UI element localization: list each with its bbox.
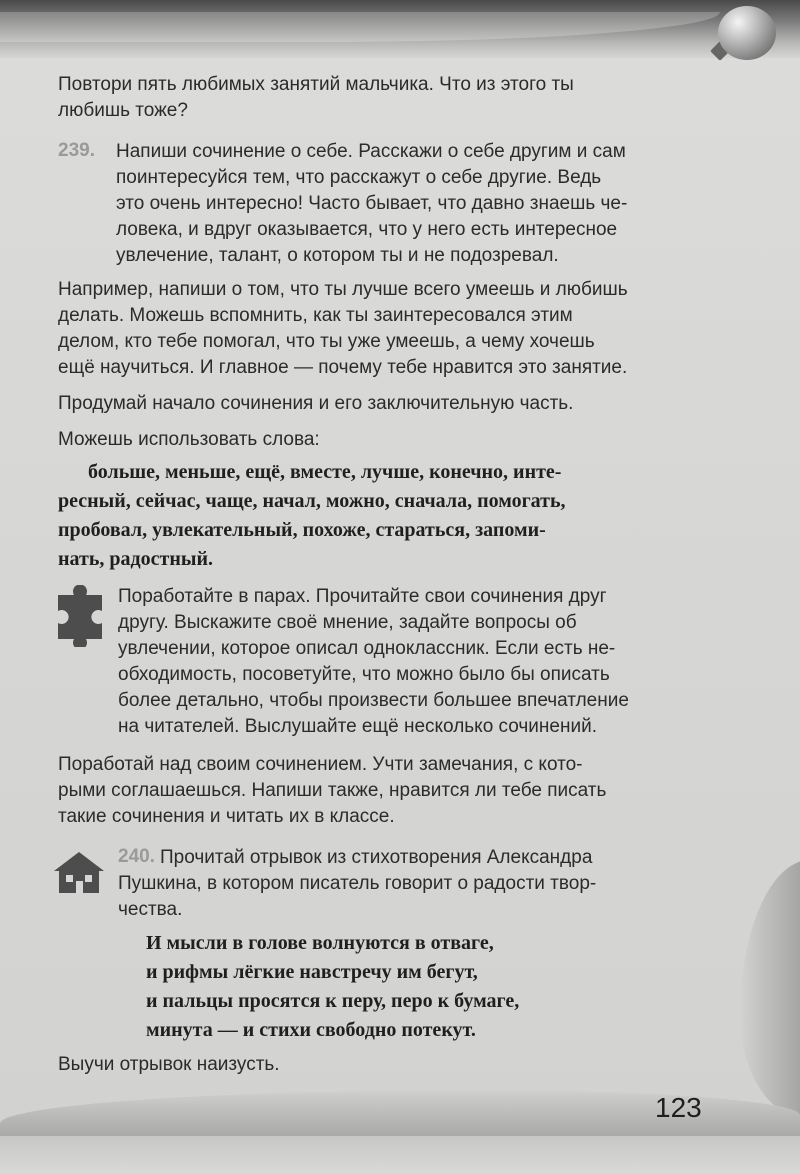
page-curl xyxy=(740,860,800,1120)
task-240-line: Прочитай отрывок из стихотворения Александра xyxy=(160,847,593,868)
poem-line: и рифмы лёгкие навстречу им бегут, xyxy=(146,961,478,983)
poem-line: и пальцы просятся к перу, перо к бумаге, xyxy=(146,990,520,1012)
pair-work-line: более детально, чтобы произвести большее впечатление xyxy=(118,690,629,711)
word-list-line: ресный, сейчас, чаще, начал, можно, сначала, помогать, xyxy=(58,490,566,512)
footer-strip xyxy=(0,1136,800,1174)
intro-line-1: Повтори пять любимых занятий мальчика. Что из этого ты xyxy=(58,74,574,95)
work-line: такие сочинения и читать их в классе. xyxy=(58,806,395,827)
pair-work-line: Поработайте в парах. Прочитайте свои сочинения друг xyxy=(118,586,607,607)
work-line: рыми соглашаешься. Напиши также, нравится ли тебе писать xyxy=(58,780,607,801)
task-239-line: ловека, и вдруг оказывается, что у него есть интересное xyxy=(116,219,618,240)
pair-work-line: на читателей. Выслушайте ещё несколько сочинений. xyxy=(118,716,597,737)
memorize-line: Выучи отрывок наизусть. xyxy=(58,1054,280,1075)
pair-work-line: другу. Выскажите своё мнение, задайте вопросы об xyxy=(118,612,577,633)
example-line: ещё научиться. И главное — почему тебе нравится это занятие. xyxy=(58,357,628,378)
task-239-line: увлечение, талант, о котором ты и не подозревал. xyxy=(116,245,559,266)
puzzle-icon xyxy=(50,585,112,647)
house-icon xyxy=(52,849,106,895)
poem-line: минута — и стихи свободно потекут. xyxy=(146,1019,476,1041)
example-line: Например, напиши о том, что ты лучше всего умеешь и любишь xyxy=(58,279,628,300)
example-line: делать. Можешь вспомнить, как ты заинтересовался этим xyxy=(58,305,573,326)
pair-work-line: обходимость, посоветуйте, что можно было бы описать xyxy=(118,664,610,685)
word-list-line: нать, радостный. xyxy=(58,548,214,570)
task-240-line: чества. xyxy=(118,899,183,920)
task-240-line: Пушкина, в котором писатель говорит о радости твор- xyxy=(118,873,597,894)
task-239-line: Напиши сочинение о себе. Расскажи о себе другим и сам xyxy=(116,141,626,162)
task-239-line: поинтересуйся тем, что расскажут о себе другие. Ведь xyxy=(116,167,602,188)
words-intro: Можешь использовать слова: xyxy=(58,429,320,450)
page-number: 123 xyxy=(655,1092,702,1123)
task-239-line: это очень интересно! Часто бывает, что давно знаешь че- xyxy=(116,193,628,214)
work-line: Поработай над своим сочинением. Учти замечания, с кото- xyxy=(58,754,583,775)
example-line: делом, кто тебе помогал, что ты уже умеешь, а чему хочешь xyxy=(58,331,595,352)
plan-line: Продумай начало сочинения и его заключительную часть. xyxy=(58,393,574,414)
intro-line-2: любишь тоже? xyxy=(58,100,188,121)
task-240-number: 240. xyxy=(118,846,155,867)
pair-work-line: увлечении, которое описал одноклассник. Если есть не- xyxy=(118,638,616,659)
poem-line: И мысли в голове волнуются в отваге, xyxy=(146,932,494,954)
task-239-number: 239. xyxy=(58,140,95,161)
word-list-line: пробовал, увлекательный, похоже, стараться, запоми- xyxy=(58,519,546,541)
word-list-line: больше, меньше, ещё, вместе, лучше, конечно, инте- xyxy=(88,461,562,483)
balloon-icon xyxy=(718,6,776,60)
